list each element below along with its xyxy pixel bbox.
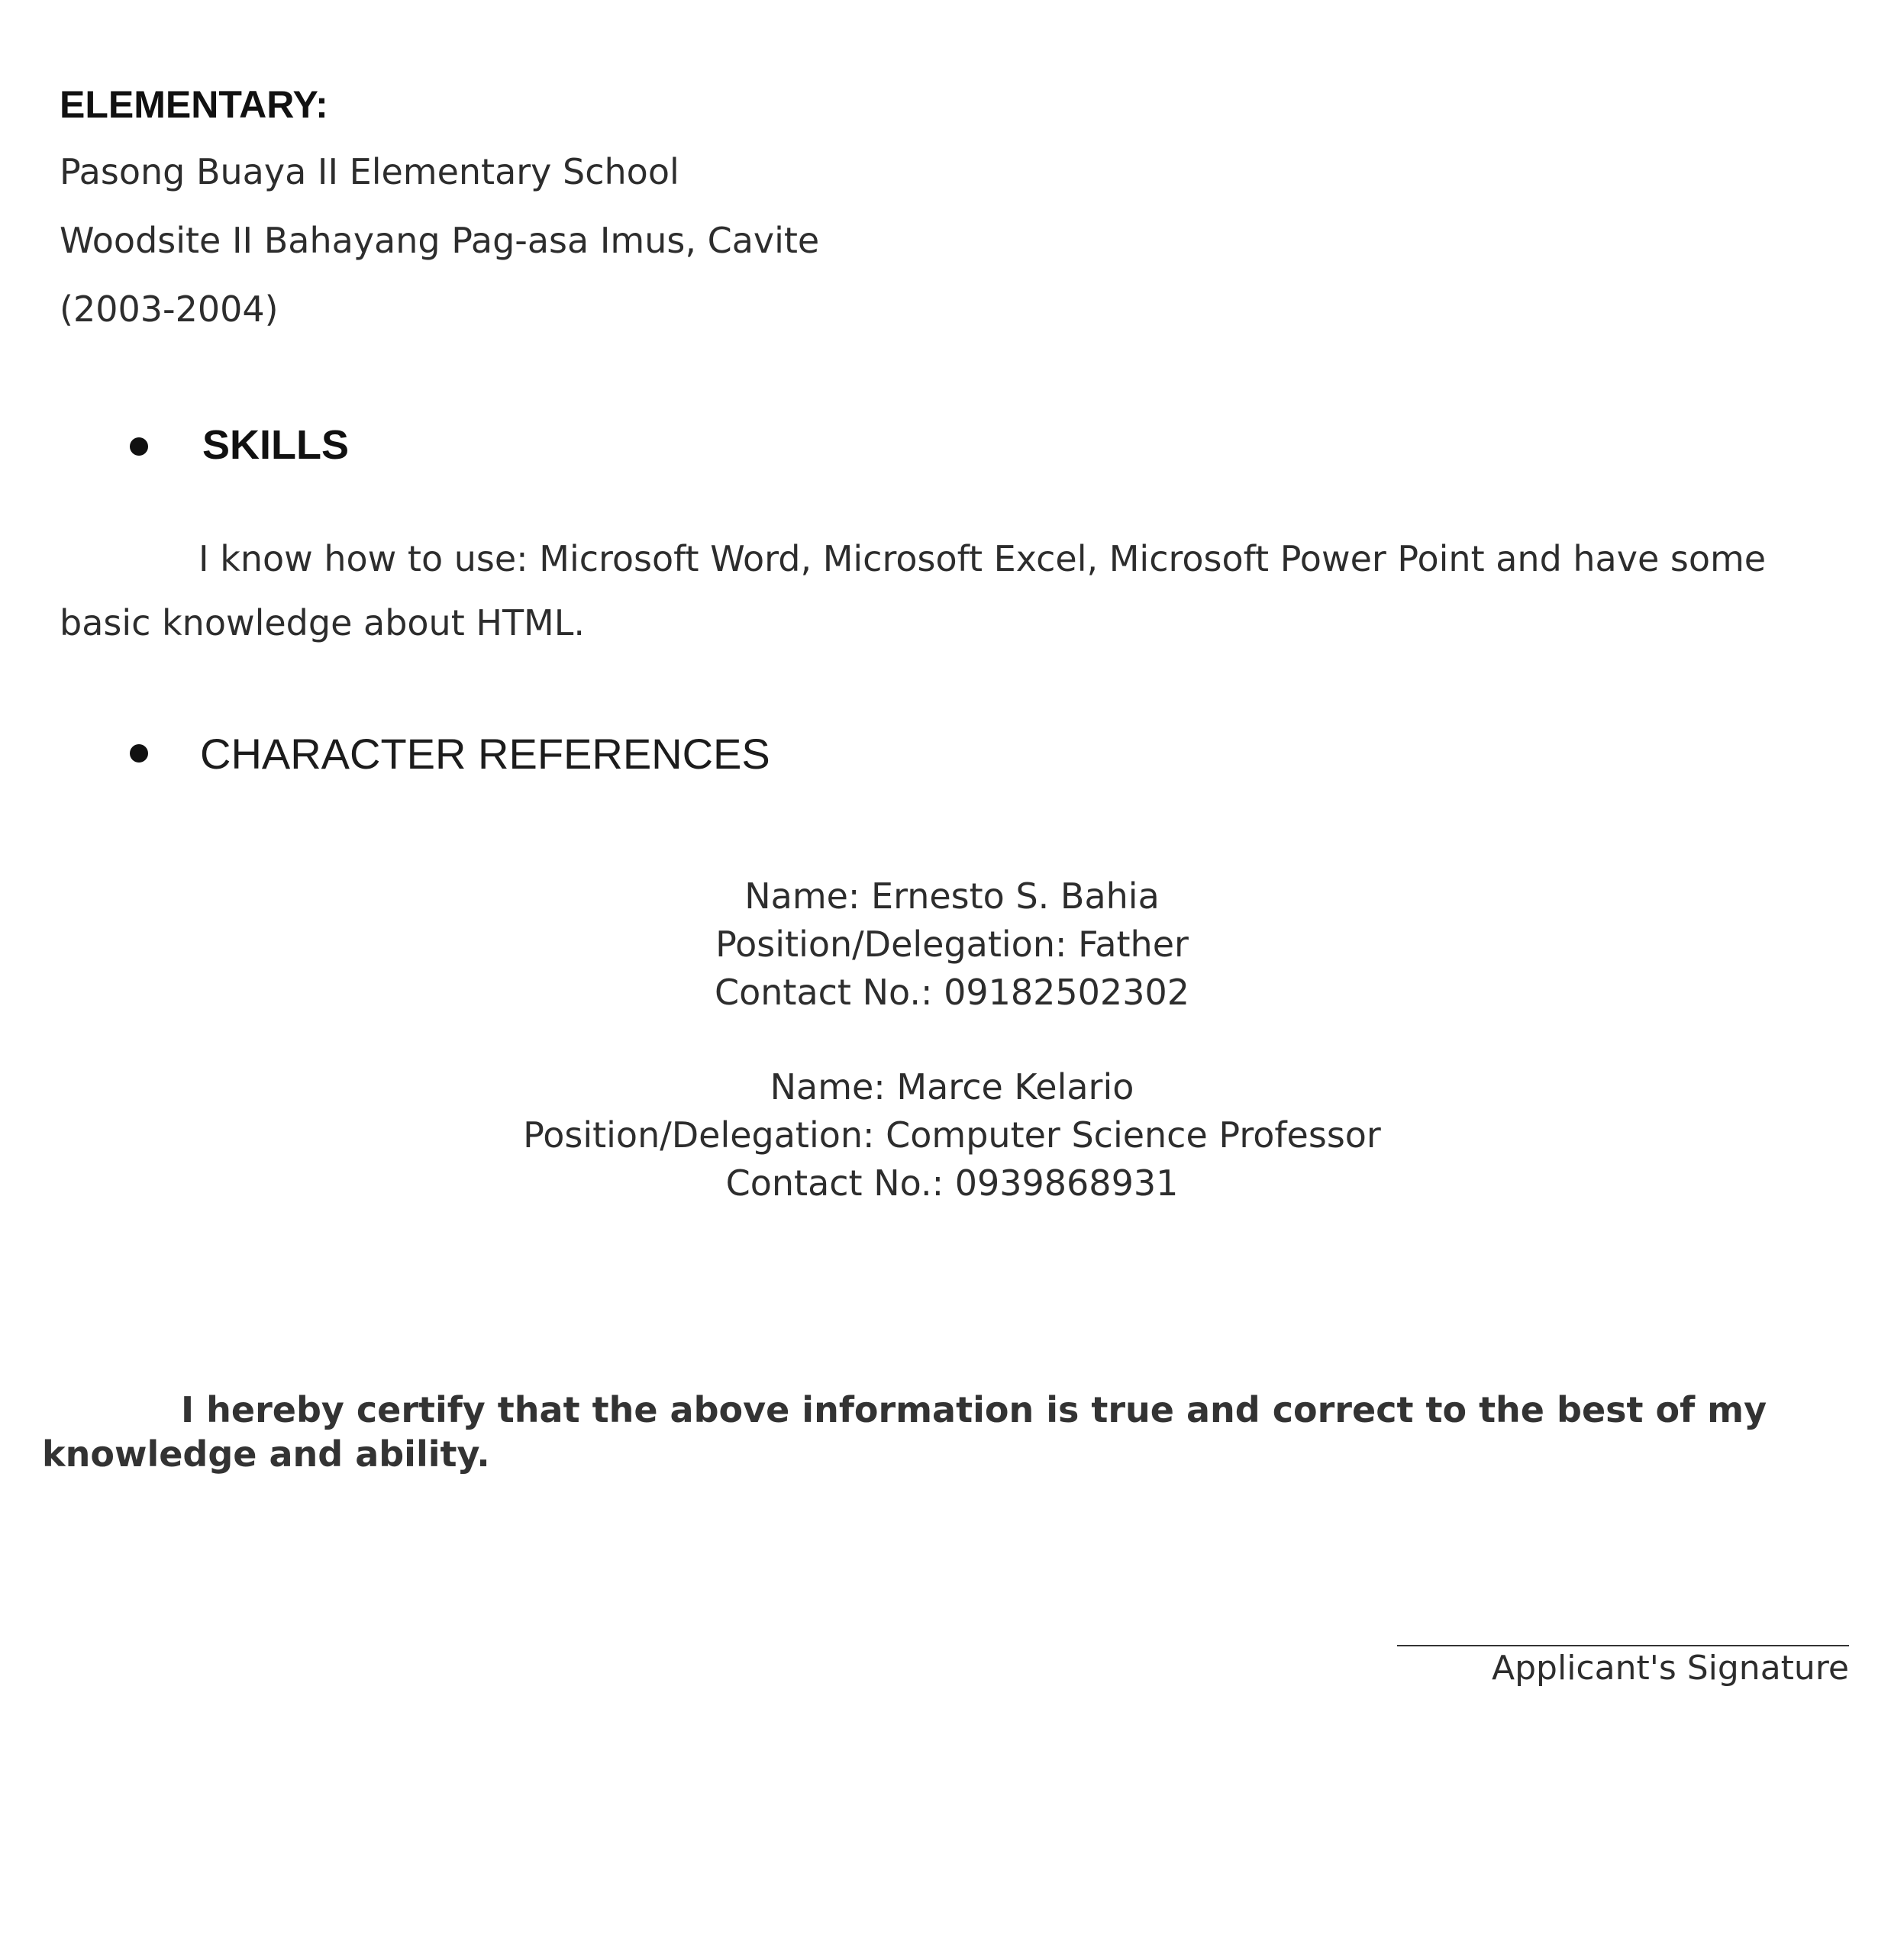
reference-contact: Contact No.: 09182502302 — [714, 972, 1189, 1013]
reference-entry — [0, 872, 1904, 1017]
bullet-icon — [130, 744, 148, 763]
references-heading: CHARACTER REFERENCES — [200, 730, 770, 778]
reference-name: Name: Marce Kelario — [770, 1066, 1134, 1108]
reference-entry — [0, 1063, 1904, 1208]
elementary-heading: ELEMENTARY: — [60, 83, 328, 126]
skills-text: I know how to use: Microsoft Word, Microsoft Excel, Microsoft Power Point and have some basic knowledge about HTML. — [60, 538, 1767, 643]
reference-contact: Contact No.: 0939868931 — [725, 1162, 1179, 1204]
signature-label: Applicant's Signature — [1492, 1649, 1849, 1688]
school-address: Woodsite II Bahayang Pag-asa Imus, Cavite — [60, 220, 820, 261]
signature-line — [1397, 1645, 1849, 1646]
certification-statement: I hereby certify that the above information is true and correct to the best of my knowledge and ability. — [42, 1389, 1767, 1475]
school-years: (2003-2004) — [60, 289, 279, 330]
school-name: Pasong Buaya II Elementary School — [60, 151, 679, 192]
skills-heading: SKILLS — [202, 422, 350, 468]
reference-position: Position/Delegation: Computer Science Professor — [523, 1114, 1381, 1156]
bullet-icon — [130, 437, 148, 456]
reference-name: Name: Ernesto S. Bahia — [744, 875, 1160, 917]
reference-position: Position/Delegation: Father — [715, 924, 1189, 965]
